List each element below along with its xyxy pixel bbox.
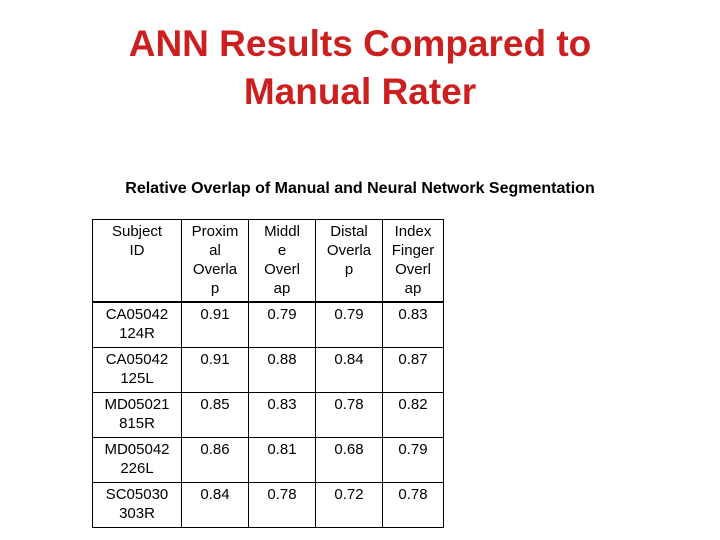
proximal-cell: 0.84 xyxy=(182,483,249,528)
header-proximal-overlap: Proxim al Overla p xyxy=(182,220,249,303)
middle-cell: 0.83 xyxy=(249,393,316,438)
middle-cell: 0.79 xyxy=(249,302,316,348)
proximal-cell: 0.91 xyxy=(182,348,249,393)
middle-cell: 0.78 xyxy=(249,483,316,528)
table-row xyxy=(93,302,444,348)
table-row xyxy=(93,393,444,438)
index-finger-cell: 0.78 xyxy=(383,483,444,528)
middle-cell: 0.81 xyxy=(249,438,316,483)
slide-title xyxy=(0,20,720,116)
distal-cell: 0.72 xyxy=(316,483,383,528)
index-finger-cell: 0.83 xyxy=(383,302,444,348)
table-row xyxy=(93,438,444,483)
index-finger-cell: 0.82 xyxy=(383,393,444,438)
subject-id-cell: SC05030 303R xyxy=(93,483,182,528)
proximal-cell: 0.85 xyxy=(182,393,249,438)
title-line-2: Manual Rater xyxy=(243,71,477,112)
table-header-row xyxy=(93,220,444,303)
subject-id-cell: CA05042 124R xyxy=(93,302,182,348)
middle-cell: 0.88 xyxy=(249,348,316,393)
distal-cell: 0.78 xyxy=(316,393,383,438)
distal-cell: 0.68 xyxy=(316,438,383,483)
subject-id-cell: MD05042 226L xyxy=(93,438,182,483)
subject-id-cell: CA05042 125L xyxy=(93,348,182,393)
proximal-cell: 0.86 xyxy=(182,438,249,483)
header-subject-id: Subject ID xyxy=(93,220,182,303)
index-finger-cell: 0.87 xyxy=(383,348,444,393)
table-caption: Relative Overlap of Manual and Neural Network Segmentation xyxy=(125,180,595,197)
index-finger-cell: 0.79 xyxy=(383,438,444,483)
header-index-finger-overlap: Index Finger Overl ap xyxy=(383,220,444,303)
table-row xyxy=(93,483,444,528)
title-line-1: ANN Results Compared to xyxy=(128,23,592,64)
distal-cell: 0.79 xyxy=(316,302,383,348)
distal-cell: 0.84 xyxy=(316,348,383,393)
proximal-cell: 0.91 xyxy=(182,302,249,348)
header-middle-overlap: Middl e Overl ap xyxy=(249,220,316,303)
table-row xyxy=(93,348,444,393)
header-distal-overlap: Distal Overla p xyxy=(316,220,383,303)
subject-id-cell: MD05021 815R xyxy=(93,393,182,438)
overlap-results-table xyxy=(92,219,444,528)
